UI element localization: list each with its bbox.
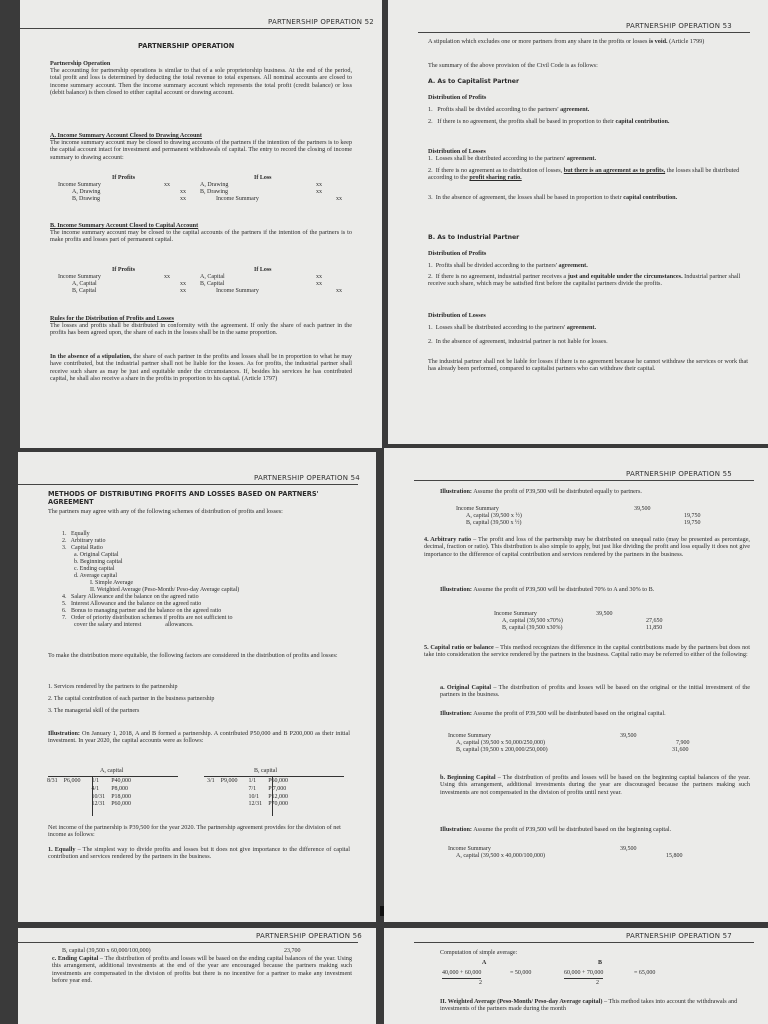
entry-line: B, capital (39,500 x30%) bbox=[502, 625, 563, 631]
text: – The profit and loss of the partnership may be distributed on unequal ratio (may be presented as percentage, decimal, fraction or ratio). This distribution is also simple to apply, but just like dividing the profit and loss equally it does not give importance to the difference of capital contribution and services rendered by the partners in the business. bbox=[424, 536, 750, 558]
bold-text: capital contribution. bbox=[623, 194, 678, 201]
bold-lead: b. Beginning Capital bbox=[440, 774, 496, 781]
ledger-cell: P9,000 bbox=[220, 778, 238, 784]
ledger-cell: 7/1 bbox=[248, 785, 257, 792]
amount: xx bbox=[180, 189, 186, 195]
list-item: 2. The capital contribution of each partner in the business partnership bbox=[48, 696, 215, 702]
amount: 23,700 bbox=[284, 948, 301, 954]
text: Profits shall be divided according to the partners' bbox=[435, 262, 559, 269]
text: A stipulation which excludes one or more partners from any share in the profits or losses bbox=[428, 38, 649, 45]
paragraph bbox=[52, 955, 352, 985]
bold-text: is void. bbox=[648, 38, 668, 45]
entry-line: A, capital (39,500 x 50,000/250,000) bbox=[456, 740, 545, 746]
amount: xx bbox=[164, 182, 170, 188]
amount: 39,500 bbox=[620, 846, 637, 852]
bold-lead: Illustration: bbox=[440, 710, 472, 717]
amount: 39,500 bbox=[596, 611, 613, 617]
text: On January 1, 2018, A and B formed a partnership. A contributed P50,000 and B P200,000 as their initial investment. In year 2020, the capital accounts were as follows: bbox=[48, 730, 350, 745]
amount: xx bbox=[316, 182, 322, 188]
header-rule bbox=[418, 32, 750, 33]
entry-line: B, Drawing bbox=[72, 196, 100, 202]
bold-text: but there is an agreement as to profits, bbox=[563, 167, 666, 174]
entry-line: A, Capital bbox=[200, 274, 225, 280]
bold-lead: Illustration: bbox=[48, 730, 80, 737]
ledger-cell: P18,000 bbox=[111, 793, 132, 800]
list-item: 1. Profits shall be divided according to the partners' agreement. bbox=[428, 106, 590, 113]
bold-lead: Illustration: bbox=[440, 586, 472, 593]
list-item: 2. In the absence of agreement, industrial partner is not liable for losses. bbox=[428, 338, 608, 345]
entry-line: A, Capital bbox=[72, 281, 97, 287]
entry-line: B, capital (39,500 x 60,000/100,000) bbox=[62, 948, 151, 954]
amount: 31,600 bbox=[672, 747, 689, 753]
entry-line: B, Capital bbox=[72, 288, 97, 294]
entry-line: Income Summary bbox=[448, 733, 491, 739]
entry-line: Income Summary bbox=[58, 274, 101, 280]
list-item: 2. If there is no agreement, the profits shall be based in proportion to their capital contribution. bbox=[428, 118, 670, 125]
amount: 11,850 bbox=[646, 625, 663, 631]
list-item: 4. Salary Allowance and the balance on the agreed ratio bbox=[62, 594, 199, 600]
list-item: c. Ending capital bbox=[74, 566, 115, 572]
list-item: 6. Bonus to managing partner and the balance on the agreed ratio bbox=[62, 608, 222, 614]
text: If there is no agreement as to distribution of losses, bbox=[435, 167, 564, 174]
amount: xx bbox=[180, 281, 186, 287]
text: If there is no agreement, the profits shall be based in proportion to their bbox=[437, 118, 616, 125]
ledger-cell: 4/1 bbox=[91, 785, 100, 792]
ledger-cell: 12/31 bbox=[91, 801, 106, 808]
ledger-cell: P12,000 bbox=[268, 793, 289, 800]
ledger-row bbox=[204, 801, 291, 809]
header-rule bbox=[414, 942, 754, 943]
ledger-cell bbox=[218, 786, 246, 794]
ledger-a bbox=[44, 778, 134, 809]
ledger-cell: 10/1 bbox=[248, 793, 260, 800]
entry-line: Income Summary bbox=[58, 182, 101, 188]
list-item: 3. In the absence of agreement, the losses shall be based in proportion to their capital contribution. bbox=[428, 194, 678, 201]
header-rule bbox=[414, 480, 754, 481]
bold-text: profit sharing ratio. bbox=[469, 174, 522, 182]
amount: xx bbox=[316, 281, 322, 287]
ledger-cell: P6,000 bbox=[63, 778, 81, 784]
if-loss-label: If Loss bbox=[254, 175, 272, 181]
subsection-title: Distribution of Profits bbox=[428, 250, 487, 257]
if-profits-label: If Profits bbox=[112, 267, 136, 273]
ledger-cell: 3/1 bbox=[207, 778, 215, 784]
paragraph bbox=[48, 730, 350, 745]
amount: xx bbox=[336, 288, 342, 294]
ledger-row bbox=[44, 786, 134, 794]
subsection-title: Distribution of Losses bbox=[428, 148, 486, 155]
list-item: I. Simple Average bbox=[90, 580, 134, 586]
list-item: 1. Losses shall be distributed according to the partners' agreement. bbox=[428, 324, 597, 331]
section-title: B. As to Industrial Partner bbox=[428, 234, 520, 241]
entry-line: B, Drawing bbox=[200, 189, 228, 195]
ledger-cell: 10/31 bbox=[91, 793, 106, 800]
paragraph bbox=[440, 774, 750, 796]
entry-line: A, capital (39,500 x70%) bbox=[502, 618, 563, 624]
denominator: 2 bbox=[596, 980, 599, 986]
page-title: PARTNERSHIP OPERATION bbox=[138, 42, 235, 50]
entry-line: Income Summary bbox=[216, 288, 259, 294]
ledger-cell: 8/31 bbox=[47, 778, 58, 784]
entry-line: Income Summary bbox=[448, 846, 491, 852]
text: Industrial partner shall receive such share, which may be satisfied first before the capitalist partners divide the profits. bbox=[428, 273, 741, 288]
amount: xx bbox=[180, 196, 186, 202]
bold-lead: 4. Arbitrary ratio bbox=[424, 536, 472, 543]
paragraph bbox=[440, 684, 750, 699]
list-item: 3. Capital Ratio bbox=[62, 545, 103, 551]
paragraph: The summary of the above provision of the Civil Code is as follows: bbox=[428, 62, 598, 69]
paragraph: The accounting for partnership operations is similar to that of a sole proprietorship business. At the end of the period, total profit and loss is determined by deducting the total revenue to total expenses. All nominal accounts are closed to income summary account. Then the income summary account which represents the total profit (credit balance) or loss (debit balance) is then closed to either capital account or drawing account. bbox=[50, 67, 352, 97]
if-loss-label: If Loss bbox=[254, 267, 272, 273]
ledger-cell: 12/31 bbox=[248, 801, 263, 808]
page-53 bbox=[388, 0, 768, 444]
amount: 39,500 bbox=[634, 506, 651, 512]
ledger-cell bbox=[44, 801, 61, 809]
section-title: Partnership Operation bbox=[50, 60, 111, 67]
ledger-cell bbox=[61, 801, 89, 809]
ledger-row bbox=[44, 778, 134, 786]
entry-line: B, capital (39,500 x 200,000/250,000) bbox=[456, 747, 548, 753]
bold-lead: Illustration: bbox=[440, 488, 472, 495]
page-56 bbox=[18, 928, 376, 1024]
paragraph bbox=[440, 586, 750, 593]
entry-line: Income Summary bbox=[216, 196, 259, 202]
ledger-row bbox=[204, 778, 291, 786]
text: – The distribution of profits and losses will be based on the original or the initial investment of the partners in the business. bbox=[440, 684, 750, 699]
ledger-cell: P40,000 bbox=[111, 778, 132, 784]
text: Assume the profit of P39,500 will be distributed based on the original capital. bbox=[471, 710, 666, 717]
list-item: 7. Order of priority distribution schemes if profits are not sufficient to bbox=[62, 615, 233, 621]
column-label: A bbox=[482, 960, 487, 966]
result: = 50,000 bbox=[510, 970, 532, 976]
paragraph bbox=[440, 488, 750, 495]
subsection-title: Distribution of Losses bbox=[428, 312, 486, 319]
ledger-cell: P70,000 bbox=[268, 801, 289, 808]
result: = 65,000 bbox=[634, 970, 656, 976]
amount: xx bbox=[316, 274, 322, 280]
bold-lead: 5. Capital ratio or balance bbox=[424, 644, 494, 651]
paragraph bbox=[428, 38, 748, 45]
amount: xx bbox=[180, 288, 186, 294]
page-header: PARTNERSHIP OPERATION 54 bbox=[254, 474, 360, 482]
text: Assume the profit of P39,500 will be distributed 70% to A and 30% to B. bbox=[471, 586, 655, 593]
paragraph bbox=[440, 998, 754, 1013]
ledger-cell bbox=[204, 794, 218, 802]
page-55 bbox=[384, 448, 768, 922]
bold-text: capital contribution. bbox=[615, 118, 670, 125]
amount: 19,750 bbox=[684, 513, 701, 519]
bold-lead: In the absence of a stipulation, bbox=[50, 353, 132, 360]
numerator: 40,000 + 60,000 bbox=[442, 970, 481, 979]
header-rule bbox=[18, 484, 358, 485]
denominator: 2 bbox=[479, 980, 482, 986]
list-item: II. Weighted Average (Peso-Month/ Peso-day Average capital) bbox=[90, 587, 240, 593]
ledger-cell: P60,000 bbox=[111, 801, 132, 808]
bold-lead: c. Ending Capital bbox=[52, 955, 99, 962]
text: – The distribution of profits and losses will be based on the beginning capital balances of the year. Using this arrangement, additional investments during the year are discouraged because the partners making such investments are not compensated in the division of profits until next year. bbox=[440, 774, 750, 796]
paragraph: The industrial partner shall not be liable for losses if there is no agreement because he cannot withdraw the services or work that has already been performed, compared to capitalist partners who can withdraw their capital. bbox=[428, 358, 748, 373]
text: Profits shall be divided according to the partners' bbox=[437, 106, 561, 113]
list-item: d. Average capital bbox=[74, 573, 118, 579]
ledger-cell: P8,000 bbox=[111, 785, 129, 792]
bold-text: just and equitable under the circumstances. bbox=[567, 273, 683, 280]
entry-line: Income Summary bbox=[494, 611, 537, 617]
ledger-row bbox=[44, 794, 134, 802]
bold-text: agreement. bbox=[558, 262, 588, 269]
text: In the absence of agreement, industrial partner is not liable for losses. bbox=[435, 338, 608, 345]
section-title: A. Income Summary Account Closed to Drawing Account bbox=[50, 132, 202, 139]
page-52 bbox=[20, 0, 382, 448]
entry-line: A, capital (39,500 x 40,000/100,000) bbox=[456, 853, 545, 859]
t-account-line bbox=[48, 776, 178, 777]
list-item: cover the salary and interest allowances. bbox=[74, 622, 194, 628]
text: – The simplest way to divide profits and losses but it does not give importance to the difference of capital contribution and services rendered by the partners in the business. bbox=[48, 846, 350, 861]
bold-lead: Illustration: bbox=[440, 826, 472, 833]
text: Losses shall be distributed according to the partners' bbox=[435, 324, 567, 331]
binding-mark bbox=[380, 906, 384, 916]
list-item: a. Original Capital bbox=[74, 552, 119, 558]
numerator: 60,000 + 70,000 bbox=[564, 970, 603, 979]
entry-line: B, capital (39,500 x ½) bbox=[466, 520, 522, 526]
text: In the absence of agreement, the losses shall be based in proportion to their bbox=[435, 194, 624, 201]
list-item: 3. The managerial skill of the partners bbox=[48, 708, 140, 714]
ledger-cell: 1/1 bbox=[248, 778, 257, 784]
text: the losses shall be distributed according to the bbox=[428, 167, 740, 182]
page-header: PARTNERSHIP OPERATION 56 bbox=[256, 932, 362, 940]
list-item: b. Beginning capital bbox=[74, 559, 123, 565]
amount: xx bbox=[316, 189, 322, 195]
text: Assume the profit of P39,500 will be distributed based on the beginning capital. bbox=[471, 826, 672, 833]
paragraph bbox=[48, 846, 350, 861]
amount: xx bbox=[336, 196, 342, 202]
list-item: 1. Equally bbox=[62, 531, 90, 537]
bold-text: agreement. bbox=[566, 324, 597, 331]
ledger-cell bbox=[218, 794, 246, 802]
bold-lead: 1. Equally bbox=[48, 846, 76, 853]
column-label: B bbox=[598, 960, 603, 966]
page-header: PARTNERSHIP OPERATION 55 bbox=[626, 470, 732, 478]
section-title: Rules for the Distribution of Profits and Losses bbox=[50, 315, 175, 322]
list-item: 1. Losses shall be distributed according to the partners' agreement. bbox=[428, 155, 597, 162]
text: (Article 1799) bbox=[667, 38, 705, 45]
list-item: 5. Interest Allowance and the balance on the agreed ratio bbox=[62, 601, 202, 607]
paragraph: To make the distribution more equitable, the following factors are considered in the distribution of profits and losses: bbox=[48, 652, 338, 659]
amount: xx bbox=[164, 274, 170, 280]
ledger-cell bbox=[61, 786, 89, 794]
header-rule bbox=[20, 28, 360, 29]
bold-lead: a. Original Capital bbox=[440, 684, 492, 691]
page-header: PARTNERSHIP OPERATION 57 bbox=[626, 932, 732, 940]
text: – The distribution of profits and losses will be based on the ending capital balances of the year. Using this arrangement, additional investments at the end of the year are encouraged because the partners making such investments are compensated in the division of profits but there is no incentive for a partner to make any investment before year end. bbox=[52, 955, 352, 985]
bold-lead: II. Weighted Average (Peso-Month/ Peso-day Average capital) bbox=[440, 998, 603, 1005]
amount: 39,500 bbox=[620, 733, 637, 739]
list-item: 1. Profits shall be divided according to the partners' agreement. bbox=[428, 262, 588, 269]
text-line: Computation of simple average: bbox=[440, 950, 518, 956]
paragraph bbox=[440, 710, 750, 717]
bold-text: agreement. bbox=[560, 106, 590, 113]
list-item: 2. If there is no agreement, industrial partner receives a just and equitable under the circumstances. Industrial partner shall receive such share, which may be satisfied first before the capitalist partners divide the profits. bbox=[428, 273, 741, 288]
text: Assume the profit of P39,500 will be distributed equally to partners. bbox=[471, 488, 642, 495]
ledger-cell bbox=[204, 801, 218, 809]
paragraph: The income summary account may be closed to drawing accounts of the partners if the intention of the partners is to keep the capital account intact for investment and permanent withdrawals of capital. The entry to record the closing of income summary to drawing account: bbox=[50, 139, 352, 161]
page-54 bbox=[18, 452, 376, 922]
amount: 19,750 bbox=[684, 520, 701, 526]
ledger-b bbox=[204, 778, 291, 809]
amount: 27,650 bbox=[646, 618, 663, 624]
text: – This method recognizes the difference in the capital contributions made by the partners but does not take into consideration the service rendered by the partners in the business. Capital ratio may be referred to either of the following: bbox=[424, 644, 750, 659]
paragraph: The losses and profits shall be distributed in conformity with the agreement. If only the share of each partner in the profits has been agreed upon, the share of each in the losses shall be in the same proportion. bbox=[50, 322, 352, 337]
text: Losses shall be distributed according to the partners' bbox=[435, 155, 567, 162]
amount: 15,800 bbox=[666, 853, 683, 859]
paragraph: Net income of the partnership is P39,500 for the year 2020. The partnership agreement provides for the division of net income as follows: bbox=[48, 824, 341, 839]
amount: 7,900 bbox=[676, 740, 690, 746]
entry-line: A, Drawing bbox=[72, 189, 101, 195]
page-57 bbox=[384, 928, 768, 1024]
section-title: B. Income Summary Account Closed to Capital Account bbox=[50, 222, 199, 229]
ledger-row bbox=[204, 794, 291, 802]
ledger-cell: P 7,000 bbox=[268, 785, 287, 792]
ledger-title: B, capital bbox=[254, 768, 277, 774]
subsection-title: Distribution of Profits bbox=[428, 94, 487, 101]
list-item: 2. Arbitrary ratio bbox=[62, 538, 106, 544]
ledger-cell: 1/1 bbox=[91, 778, 100, 784]
text: If there is no agreement, industrial partner receives a bbox=[435, 273, 568, 280]
if-profits-label: If Profits bbox=[112, 175, 136, 181]
entry-line: A, capital (39,500 x ½) bbox=[466, 513, 522, 519]
page-header: PARTNERSHIP OPERATION 52 bbox=[268, 18, 374, 26]
header-rule bbox=[18, 942, 358, 943]
ledger-cell bbox=[204, 786, 218, 794]
bold-text: agreement. bbox=[566, 155, 597, 162]
entry-line: A, Drawing bbox=[200, 182, 229, 188]
ledger-cell bbox=[44, 794, 61, 802]
t-account-line bbox=[204, 776, 344, 777]
paragraph bbox=[424, 536, 750, 558]
paragraph bbox=[50, 353, 352, 383]
entry-line: B, Capital bbox=[200, 281, 225, 287]
text: the share of each partner in the profits and losses shall be in proportion to what he may have contributed, but the industrial partner shall not be liable for the losses. As for profits, the industrial partner shall receive such share as may be just and equitable under the circumstances. If, besides his services he has contributed capital, he shall also receive a share in the profits in proportion to his capital. (Article 1797) bbox=[50, 353, 352, 383]
ledger-title: A, capital bbox=[100, 768, 124, 774]
paragraph bbox=[440, 826, 750, 833]
section-title: A. As to Capitalist Partner bbox=[428, 78, 520, 85]
paragraph bbox=[424, 644, 750, 659]
ledger-row bbox=[204, 786, 291, 794]
text: – This method takes into account the withdrawals and investments of the partners made during the month bbox=[440, 998, 738, 1013]
ledger-cell bbox=[44, 786, 61, 794]
paragraph: The partners may agree with any of the following schemes of distribution of profits and losses: bbox=[48, 508, 283, 515]
list-item: 2. If there is no agreement as to distribution of losses, but there is an agreement as to profits, the losses shall be distributed according to the profit sharing ratio. bbox=[428, 167, 740, 182]
ledger-cell bbox=[61, 794, 89, 802]
list-item: 1. Services rendered by the partners to the partnership bbox=[48, 684, 178, 690]
ledger-cell bbox=[218, 801, 246, 809]
page-header: PARTNERSHIP OPERATION 53 bbox=[626, 22, 732, 30]
paragraph: The income summary account may be closed to the capital accounts of the partners if the intention of the partners is to make profits and losses part of permanent capital. bbox=[50, 229, 352, 244]
entry-line: Income Summary bbox=[456, 506, 499, 512]
page-title: METHODS OF DISTRIBUTING PROFITS AND LOSSES BASED ON PARTNERS' AGREEMENT bbox=[48, 490, 319, 506]
ledger-row bbox=[44, 801, 134, 809]
ledger-cell: P60,000 bbox=[268, 778, 289, 784]
